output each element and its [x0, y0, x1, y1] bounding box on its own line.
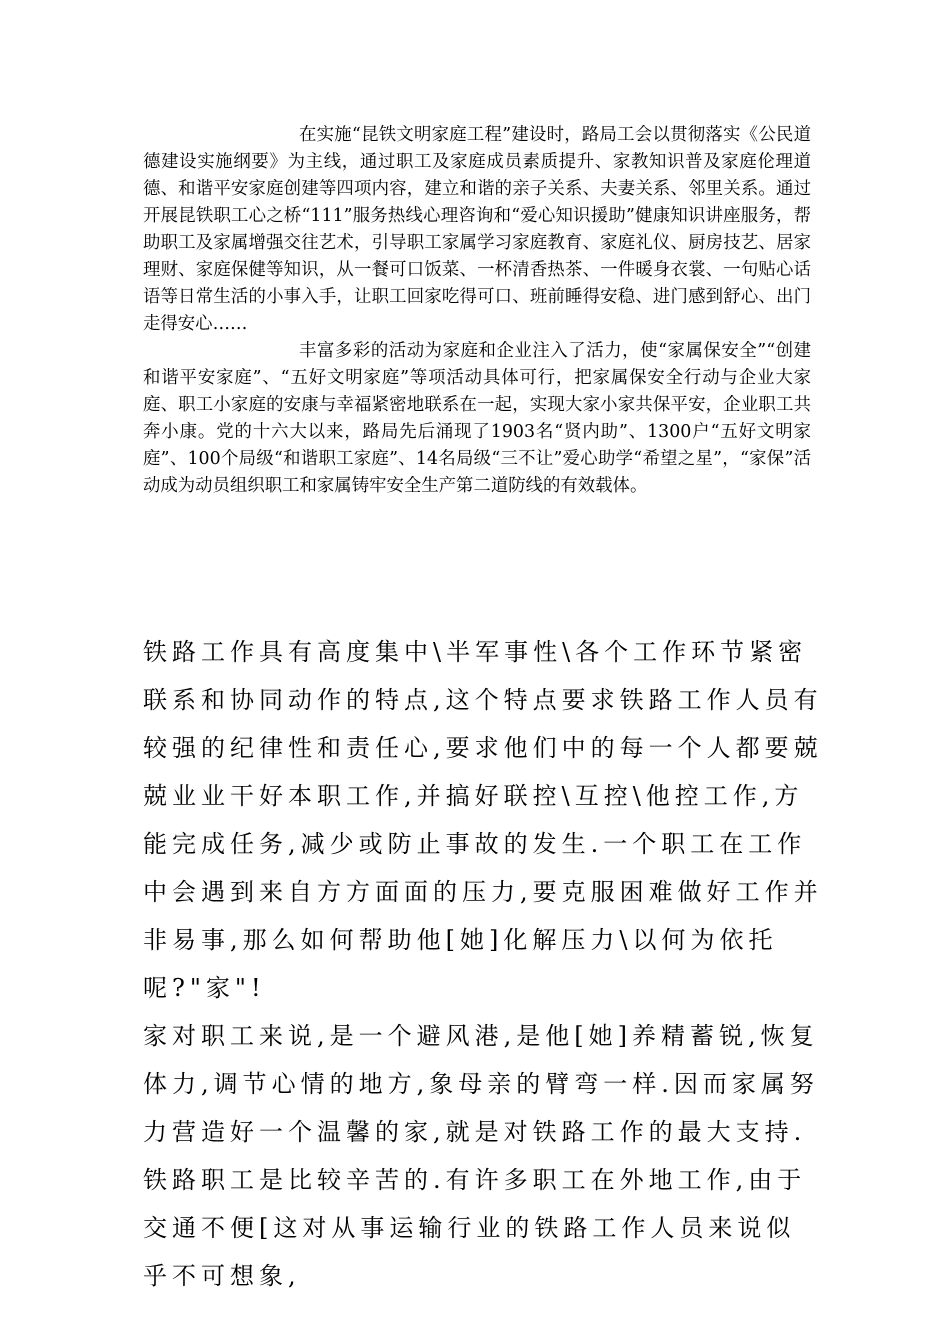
- paragraph-railway-workers-hardship: 铁路职工是比较辛苦的.有许多职工在外地工作,由于交通不便[这对从事运输行业的铁路工作人员来说似乎不可想象,: [143, 1166, 807, 1290]
- paragraph-family-safety-activities: 丰富多彩的活动为家庭和企业注入了活力，使“家属保安全”“创建和谐平安家庭”、“五好文明家庭”等项活动具体可行，把家属保安全行动与企业大家庭、职工小家庭的安康与幸福紧密地联系在一起，实现大家小家共保平安，企业职工共奔小康。党的十六大以来，路局先后涌现了1903名“贤内助”、1300户“五好文明家庭”、100个局级“和谐职工家庭”、14名局级“三不让”爱心助学“希望之星”，“家保”活动成为动员组织职工和家属铸牢安全生产第二道防线的有效载体。: [143, 341, 811, 496]
- upper-text-section: [143, 122, 811, 500]
- paragraph-railway-work-characteristics: 铁路工作具有高度集中\半军事性\各个工作环节紧密联系和协同动作的特点,这个特点要求铁路工作人员有较强的纪律性和责任心,要求他们中的每一个人都要兢兢业业干好本职工作,并搞好联控\互控\他控工作,方能完成任务,减少或防止事故的发生.一个职工在工作中会遇到来自方方面面的压力,要克服困难做好工作并非易事,那么如何帮助他[她]化解压力\以何为依托呢?"家"!: [143, 638, 823, 1002]
- lower-text-section: [143, 628, 823, 1300]
- paragraph-civic-morality: 在实施“昆铁文明家庭工程”建设时，路局工会以贯彻落实《公民道德建设实施纲要》为主线，通过职工及家庭成员素质提升、家教知识普及家庭伦理道德、和谐平安家庭创建等四项内容，建立和谐的亲子关系、夫妻关系、邻里关系。通过开展昆铁职工心之桥“111”服务热线心理咨询和“爱心知识援助”健康知识讲座服务，帮助职工及家属增强交往艺术，引导职工家属学习家庭教育、家庭礼仪、厨房技艺、居家理财、家庭保健等知识，从一餐可口饭菜、一杯清香热茶、一件暖身衣裳、一句贴心话语等日常生活的小事入手，让职工回家吃得可口、班前睡得安稳、进门感到舒心、出门走得安心……: [143, 125, 811, 334]
- paragraph-home-as-harbor: 家对职工来说,是一个避风港,是他[她]养精蓄锐,恢复体力,调节心情的地方,象母亲的臂弯一样.因而家属努力营造好一个温馨的家,就是对铁路工作的最大支持.: [143, 1022, 819, 1146]
